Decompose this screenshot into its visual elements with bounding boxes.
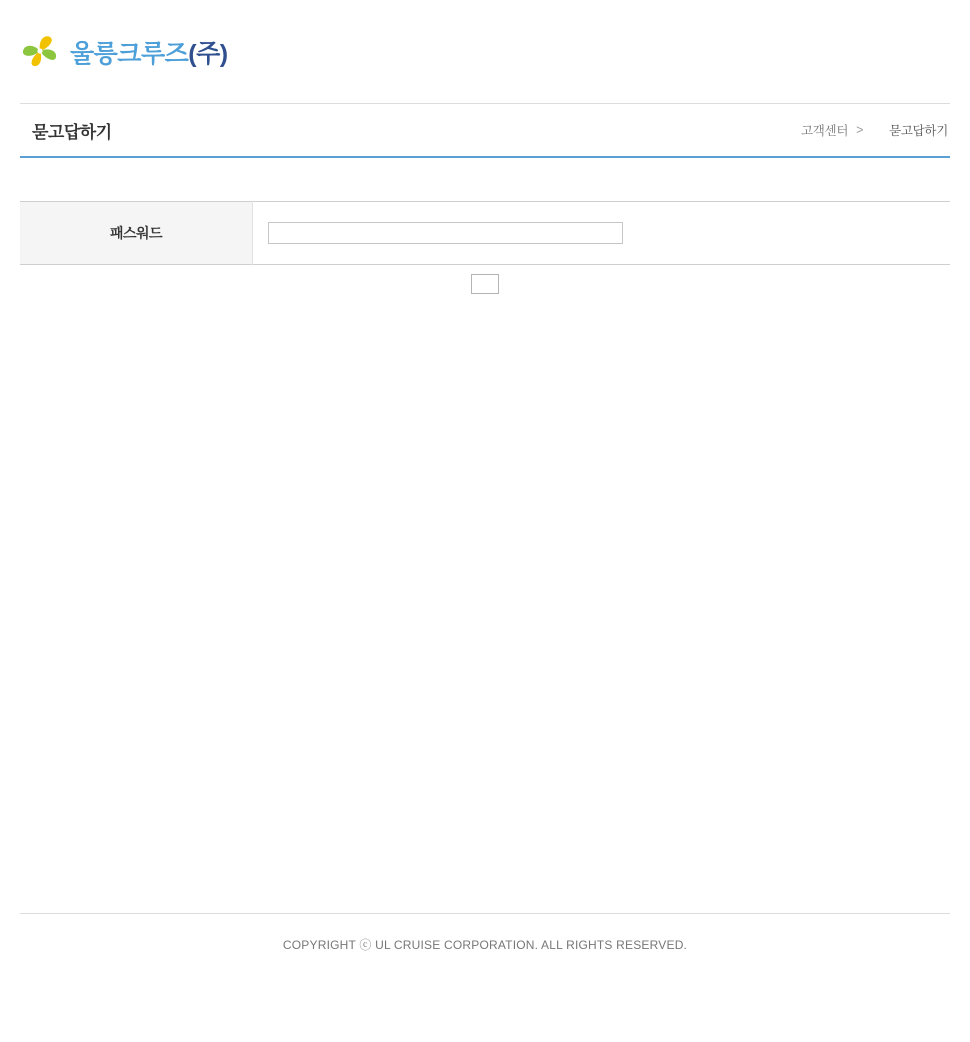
breadcrumb [801,121,950,139]
footer-copyright: COPYRIGHT ⓒ UL CRUISE CORPORATION. ALL RIGHTS RESERVED. [282,938,688,952]
breadcrumb-separator-icon: > [856,123,864,137]
password-input[interactable] [268,222,623,244]
confirm-button[interactable] [471,274,499,294]
site-logo-link[interactable] [20,32,228,72]
page-titlebar [20,103,950,158]
form-actions [20,274,950,294]
breadcrumb-parent[interactable]: 고객센터 [801,124,849,138]
footer-divider [20,913,950,914]
password-label: 패스워드 [20,202,253,265]
logo-text-primary: 울릉크루즈 [70,39,189,68]
password-form-table [20,201,950,265]
page-title: 묻고답하기 [32,122,112,142]
site-logo-text [70,34,228,70]
main-content [20,201,950,901]
pinwheel-flower-icon [20,32,60,72]
table-row [20,202,950,265]
breadcrumb-current: 묻고답하기 [889,124,948,138]
logo-text-secondary: (주) [188,39,228,68]
site-header [0,0,970,103]
password-field-cell [253,202,951,265]
